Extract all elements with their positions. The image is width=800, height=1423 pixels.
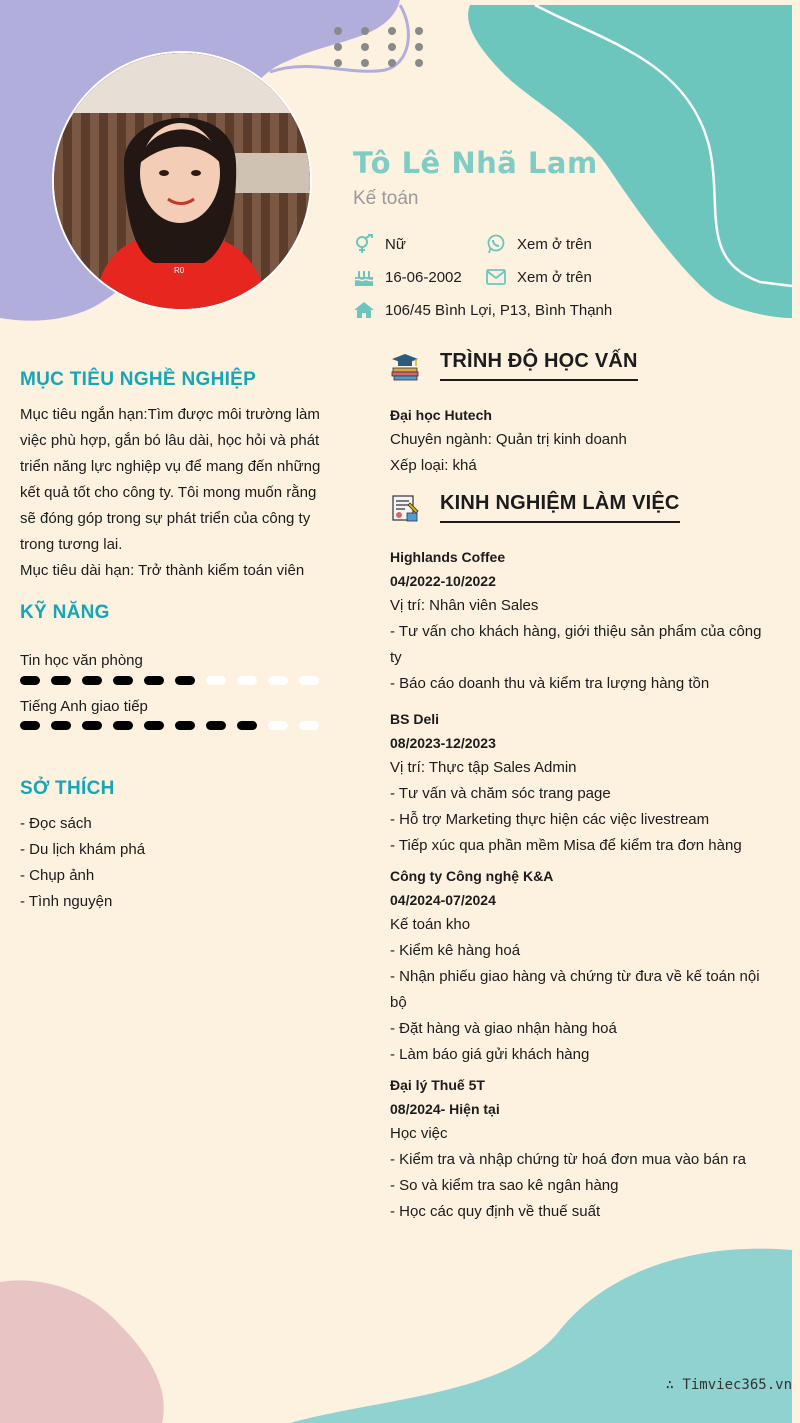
job-duty: - Kiểm tra và nhập chứng từ hoá đơn mua vào bán ra [390,1151,746,1168]
job-position: Học việc [390,1125,448,1142]
svg-text:R0: R0 [174,266,185,275]
gender-value: Nữ [385,235,406,253]
objective-heading: MỤC TIÊU NGHỀ NGHIỆP [20,369,257,390]
experience-heading: KINH NGHIỆM LÀM VIỆC [440,492,680,523]
company-name: Công ty Công nghệ K&A [390,868,554,884]
job-position: Vị trí: Thực tập Sales Admin [390,759,577,776]
objective-line: Mục tiêu ngắn hạn:Tìm được môi trường làm [20,406,320,423]
gender-icon [353,234,375,254]
job-duty: - Báo cáo doanh thu và kiểm tra lượng hàng tồn [390,675,710,692]
address-row [353,300,612,320]
job-period: 04/2022-10/2022 [390,573,496,589]
skill-dot-empty [299,676,319,685]
objective-line: sẽ đóng góp trong sự phát triển của công ty [20,510,311,527]
skill-dot-filled [113,676,133,685]
objective-text [20,402,330,584]
job-duty: - Nhận phiếu giao hàng và chứng từ đưa về kế toán nội [390,968,760,985]
education-block [390,403,770,479]
job-duty: - So và kiểm tra sao kê ngân hàng [390,1177,619,1194]
credit-text: Timviec365.vn [682,1377,792,1393]
skill-dot-empty [268,676,288,685]
job-duty: bộ [390,994,407,1011]
birthday-cake-icon [353,267,375,287]
education-header [390,350,638,381]
job-period: 04/2024-07/2024 [390,892,496,908]
job-duty: - Học các quy định về thuế suất [390,1203,601,1220]
skill-dot-filled [144,676,164,685]
skill-dot-filled [82,721,102,730]
education-heading: TRÌNH ĐỘ HỌC VẤN [440,350,638,381]
major: Chuyên ngành: Quản trị kinh doanh [390,431,627,448]
skill-dot-filled [206,721,226,730]
experience-header [390,492,680,523]
company-name: Highlands Coffee [390,549,506,565]
objective-line: kết quả tốt cho công ty. Tôi mong muốn rằng [20,484,317,501]
email-value: Xem ở trên [517,268,592,286]
footer-credit[interactable] [666,1377,792,1393]
skill-dot-empty [299,721,319,730]
home-icon [353,300,375,320]
job-title: Kế toán [353,188,419,209]
hobbies-heading: SỞ THÍCH [20,778,115,799]
skill-label: Tin học văn phòng [20,652,143,669]
skill-dot-filled [175,721,195,730]
objective-line: việc phù hợp, gắn bó lâu dài, học hỏi và phát [20,432,320,449]
skill-dot-empty [237,676,257,685]
work-document-icon [390,493,420,523]
job-duty: - Tư vấn và chăm sóc trang page [390,785,611,802]
candidate-name: Tô Lê Nhã Lam [353,146,598,180]
graduation-books-icon [390,351,420,381]
company-name: BS Deli [390,711,440,727]
avatar [52,51,312,311]
whatsapp-icon [485,234,507,254]
skill-rating-dots [20,719,320,731]
list-item: - Du lịch khám phá [20,841,146,858]
job-position: Vị trí: Nhân viên Sales [390,597,539,614]
therefore-icon: ∴ [665,1377,683,1393]
skill-dot-filled [144,721,164,730]
skill-dot-filled [175,676,195,685]
job-duty: - Kiểm kê hàng hoá [390,942,521,959]
skill-dot-filled [20,676,40,685]
birthday-value: 16-06-2002 [385,268,462,286]
skill-dot-filled [237,721,257,730]
list-item: - Chụp ảnh [20,867,95,884]
skill-dot-filled [51,676,71,685]
skill-dot-filled [82,676,102,685]
birthday-row [353,267,462,287]
objective-line: triển năng lực nghiệp vụ để mang đến những [20,458,321,475]
job-entry [390,1073,770,1225]
job-duty: - Tư vấn cho khách hàng, giới thiệu sản phẩm của công [390,623,762,640]
skill-rating-dots [20,674,320,686]
list-item: - Tình nguyện [20,893,113,910]
company-name: Đại lý Thuế 5T [390,1077,485,1093]
job-duty: - Hỗ trợ Marketing thực hiện các việc livestream [390,811,710,828]
skill-dot-filled [113,721,133,730]
job-duty: - Đặt hàng và giao nhận hàng hoá [390,1020,617,1037]
skills-heading: KỸ NĂNG [20,602,110,623]
job-entry [390,545,770,697]
list-item: - Đọc sách [20,815,92,832]
job-position: Kế toán kho [390,916,471,933]
gender-row [353,234,406,254]
skill-dot-filled [20,721,40,730]
skill-label: Tiếng Anh giao tiếp [20,698,148,715]
skill-dot-empty [268,721,288,730]
skill-dot-filled [51,721,71,730]
pink-blob [0,1280,164,1423]
email-row [485,267,592,287]
hobbies-list [20,811,145,915]
job-entry [390,707,770,859]
job-duty: ty [390,649,402,666]
job-duty: - Tiếp xúc qua phần mềm Misa để kiểm tra đơn hàng [390,837,742,854]
phone-value: Xem ở trên [517,235,592,253]
job-period: 08/2023-12/2023 [390,735,496,751]
job-entry [390,864,770,1068]
objective-line: Mục tiêu dài hạn: Trở thành kiểm toán viên [20,562,305,579]
teal-bottom-blob [290,1249,792,1423]
phone-row [485,234,592,254]
address-value: 106/45 Bình Lợi, P13, Bình Thạnh [385,301,613,319]
email-icon [485,267,507,287]
grade: Xếp loại: khá [390,457,477,474]
school-name: Đại học Hutech [390,407,492,423]
skill-dot-empty [206,676,226,685]
job-duty: - Làm báo giá gửi khách hàng [390,1046,590,1063]
portrait-image [54,53,310,309]
job-period: 08/2024- Hiện tại [390,1101,500,1117]
objective-line: trong tương lai. [20,536,123,553]
